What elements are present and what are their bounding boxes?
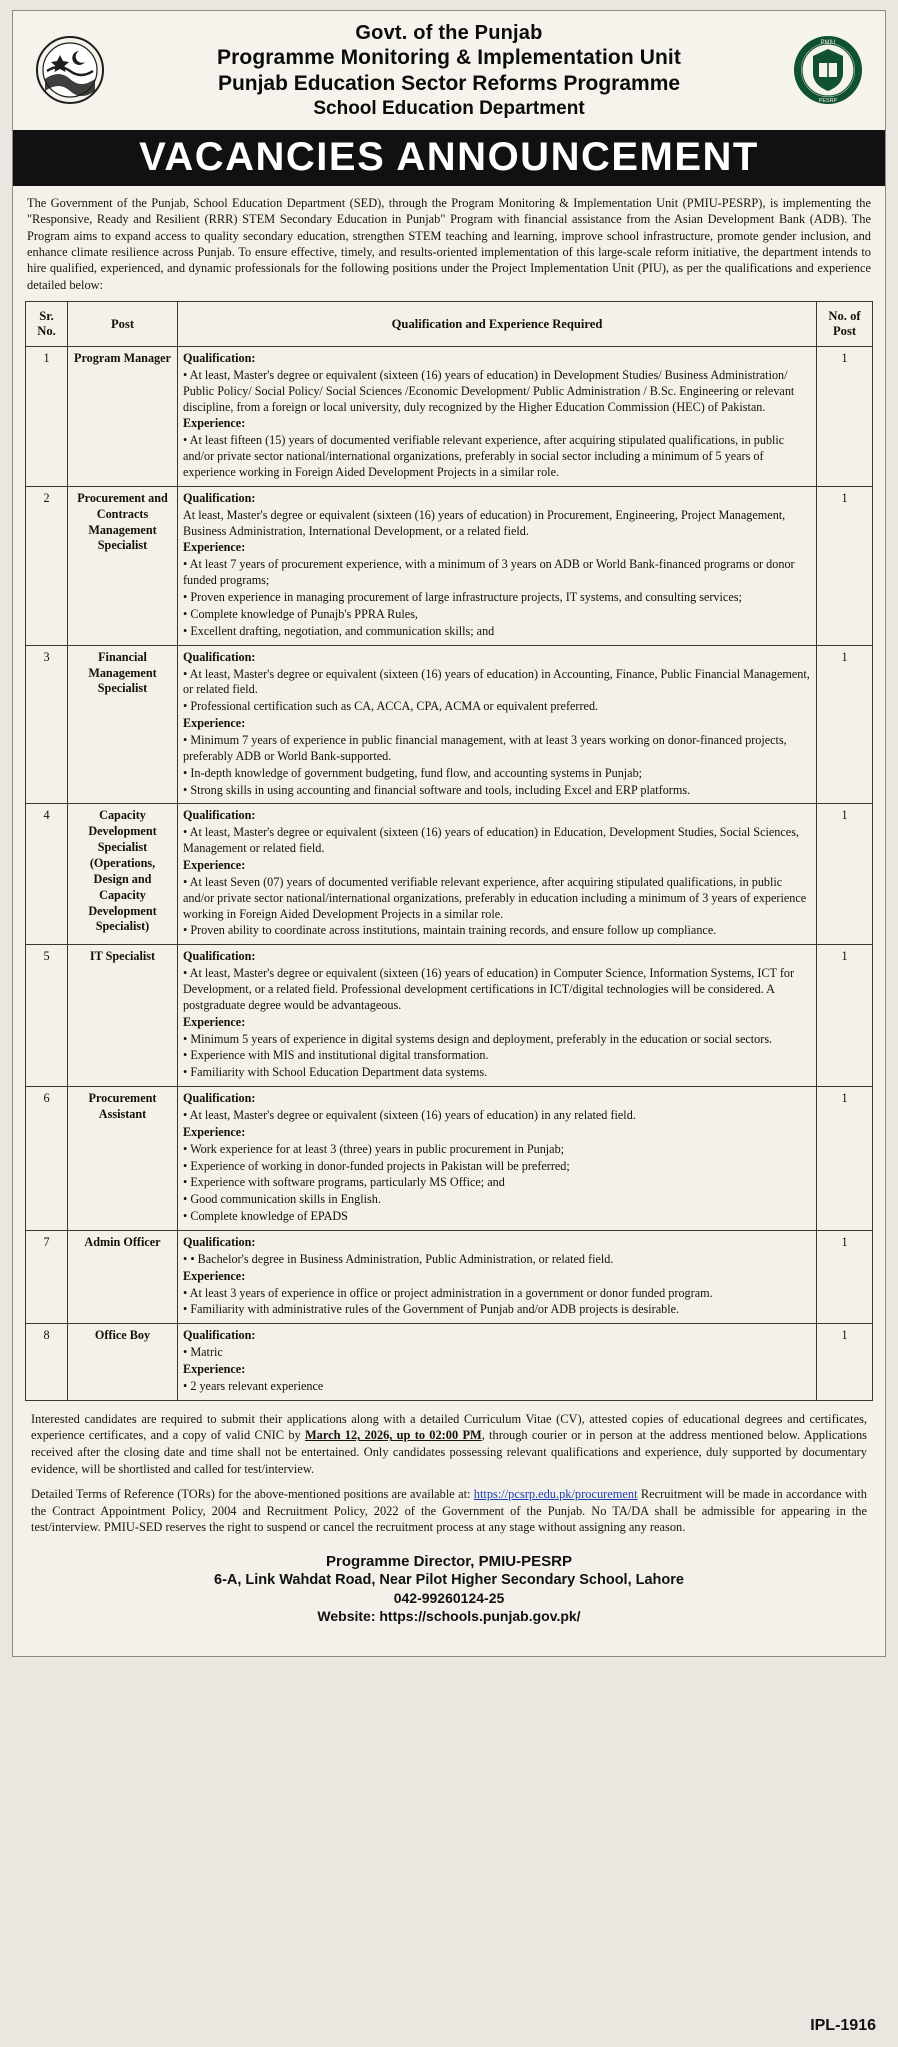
header-line-2: Programme Monitoring & Implementation Unit <box>217 46 681 70</box>
application-notes <box>13 1401 885 1549</box>
qualification-item: • • Bachelor's degree in Business Administration, Public Administration, or related field. <box>183 1251 614 1266</box>
qualification-block-heading: Qualification: <box>183 490 256 505</box>
website-line: Website: https://schools.punjab.gov.pk/ <box>317 1608 581 1624</box>
qualification-item: • Proven ability to coordinate across institutions, maintain training records, and ensure follow up compliance. <box>183 923 717 938</box>
cell-sr-no: 6 <box>26 1087 68 1231</box>
cell-sr-no: 2 <box>26 486 68 645</box>
cell-post-title: Admin Officer <box>68 1231 178 1324</box>
cell-number-of-posts: 1 <box>817 804 873 945</box>
table-row <box>26 347 873 487</box>
table-row <box>26 945 873 1087</box>
tor-link[interactable]: https://pcsrp.edu.pk/procurement <box>473 1487 638 1502</box>
intro-paragraph: The Government of the Punjab, School Education Department (SED), through the Program Monitoring & Implementation Unit (PMIU-PESRP), is implementing the "Responsive, Ready and Resilient (RRR) STEM Secondary Education in Punjab" Program with financial assistance from the Asian Development Bank (ADB). The Program aims to expand access to quality secondary education, strengthen STEM teaching and learning, improve school infrastructure, promote gender inclusion, and enhance climate resilience across Punjab. To ensure effective, timely, and results-oriented implementation of this large-scale reform initiative, the department intends to hire qualified, experienced, and dynamic professionals for the following positions under the Project Implementation Unit (PIU), as per the qualifications and experience detailed below: <box>27 195 871 292</box>
cell-number-of-posts: 1 <box>817 645 873 804</box>
jobs-table <box>25 301 873 1401</box>
cell-qualification-experience <box>178 1087 817 1231</box>
header-line-1: Govt. of the Punjab <box>355 22 543 44</box>
cell-post-title: IT Specialist <box>68 945 178 1087</box>
note1-part-a: Interested candidates are required to submit their applications along with a detailed Curriculum Vitae (CV), attested copies of educational degrees and certificates, experience certificates, and a copy of valid CNIC by <box>31 1411 867 1443</box>
qualification-block-heading: Qualification: <box>183 351 256 366</box>
cell-sr-no: 3 <box>26 645 68 804</box>
cell-sr-no: 1 <box>26 347 68 487</box>
cell-qualification-experience <box>178 347 817 487</box>
note2-part-a: Detailed Terms of Reference (TORs) for the above-mentioned positions are available at: <box>31 1487 474 1502</box>
contact-block <box>13 1549 885 1630</box>
header-titles <box>113 21 785 120</box>
cell-post-title: Financial Management Specialist <box>68 645 178 804</box>
cell-post-title: Office Boy <box>68 1324 178 1400</box>
qualification-block-heading: Qualification: <box>183 808 256 823</box>
cell-qualification-experience <box>178 486 817 645</box>
qualification-item: • At least, Master's degree or equivalent (sixteen (16) years of education) in any related field. <box>183 1107 636 1122</box>
cell-post-title: Procurement and Contracts Management Specialist <box>68 486 178 645</box>
header-line-3: Punjab Education Sector Reforms Programme <box>217 72 681 95</box>
ipl-reference-number: IPL-1916 <box>810 2017 876 2034</box>
note1-part-b: , through courier or in person at the address mentioned below. Applications received after the closing date and time shall not be entertained. Only candidates possessing relevant qualifications and experience, duly supported by documentary evidence, will be shortlisted and called for test/interview. <box>31 1428 867 1476</box>
qualification-item: • Minimum 5 years of experience in digital systems design and deployment, preferably in the education or social sectors. <box>183 1031 773 1046</box>
qualification-item: • Familiarity with administrative rules of the Government of Punjab and/or ADB projects is desirable. <box>183 1302 680 1317</box>
qualification-item: • Professional certification such as CA, ACCA, CPA, ACMA or equivalent preferred. <box>183 699 599 714</box>
qualification-item: • At least 7 years of procurement experience, with a minimum of 3 years on ADB or World Bank-financed programs or donor funded programs; <box>183 557 795 588</box>
qualification-item: At least, Master's degree or equivalent (sixteen (16) years of education) in Procurement, Engineering, Project Management, Business Administration, International Development, or a related field. <box>183 507 786 538</box>
cell-number-of-posts: 1 <box>817 1231 873 1324</box>
advertisement-sheet <box>12 10 886 1657</box>
table-row <box>26 1324 873 1400</box>
table-header-row <box>26 302 873 347</box>
cell-sr-no: 5 <box>26 945 68 1087</box>
column-header-qualification: Qualification and Experience Required <box>178 302 817 347</box>
programme-director-line: Programme Director, PMIU-PESRP <box>326 1553 572 1570</box>
qualification-item: • In-depth knowledge of government budgeting, fund flow, and accounting systems in Punjab; <box>183 765 643 780</box>
document-header <box>13 11 885 128</box>
qualification-item: • Experience with software programs, particularly MS Office; and <box>183 1175 505 1190</box>
cell-qualification-experience <box>178 1231 817 1324</box>
qualification-item: • Excellent drafting, negotiation, and communication skills; and <box>183 623 495 638</box>
qualification-item: • Proven experience in managing procurement of large infrastructure projects, IT systems, and consulting services; <box>183 590 742 605</box>
qualification-item: • At least, Master's degree or equivalent (sixteen (16) years of education) in Education, Development Studies, Social Sciences, Management or related field. <box>183 825 799 856</box>
cell-sr-no: 7 <box>26 1231 68 1324</box>
punjab-government-crest-icon <box>27 33 113 107</box>
table-row <box>26 1231 873 1324</box>
qualification-item: • At least, Master's degree or equivalent (sixteen (16) years of education) in Computer Science, Information Systems, ICT for Development, or a related field. Professional development certifications in ICT/digital technologies will be considered. A postgraduate degree would be advantageous. <box>183 966 795 1012</box>
qualification-item: • At least fifteen (15) years of documented verifiable relevant experience, after acquiring stipulated qualifications, in public and/or private sector national/international organizations, preferably in social sector including a minimum of 5 years of experience working in Foreign Aided Development Projects in a similar role. <box>183 433 785 480</box>
qualification-block-heading: Experience: <box>183 540 246 555</box>
cell-qualification-experience <box>178 945 817 1087</box>
qualification-item: • At least, Master's degree or equivalent (sixteen (16) years of education) in Development Studies/ Business Administration/ Public Policy/ Social Policy/ Social Sciences /Economic Development/ Public Administration / B.Sc. Engineering or relevant discipline, from a foreign or local university, duly recognized by the Higher Education Commission (HEC) of Pakistan. <box>183 367 795 414</box>
cell-number-of-posts: 1 <box>817 347 873 487</box>
qualification-block-heading: Qualification: <box>183 1235 256 1249</box>
qualification-item: • At least, Master's degree or equivalent (sixteen (16) years of education) in Accounting, Finance, Public Financial Management, or related field. <box>183 666 810 697</box>
qualification-item: • Matric <box>183 1345 223 1360</box>
cell-number-of-posts: 1 <box>817 1324 873 1400</box>
qualification-block-heading: Qualification: <box>183 949 256 964</box>
pmiu-pesrp-logo-icon <box>785 33 871 107</box>
qualification-block-heading: Experience: <box>183 1014 246 1029</box>
qualification-block-heading: Qualification: <box>183 649 256 664</box>
office-address: 6-A, Link Wahdat Road, Near Pilot Higher Secondary School, Lahore <box>214 1572 684 1588</box>
qualification-block-heading: Experience: <box>183 416 246 431</box>
note-paragraph-2 <box>31 1486 867 1536</box>
qualification-item: • Work experience for at least 3 (three) years in public procurement in Punjab; <box>183 1141 565 1156</box>
column-header-no-of-post: No. of Post <box>817 302 873 347</box>
note2-part-b: Recruitment will be made in accordance with the Contract Appointment Policy, 2004 and Recruitment Policy, 2022 of the Government of the Punjab. No TA/DA shall be admissible for appearing in the test/interview. PMIU-SED reserves the right to suspend or cancel the recruitment process at any stage without assigning any reason. <box>31 1487 867 1535</box>
qualification-item: • At least 3 years of experience in office or project administration in a government or donor funded program. <box>183 1285 713 1300</box>
qualification-block-heading: Experience: <box>183 716 246 731</box>
cell-post-title: Procurement Assistant <box>68 1087 178 1231</box>
cell-sr-no: 4 <box>26 804 68 945</box>
cell-qualification-experience <box>178 804 817 945</box>
column-header-sr: Sr. No. <box>26 302 68 347</box>
qualification-block-heading: Qualification: <box>183 1328 256 1343</box>
qualification-item: • Complete knowledge of Punajb's PPRA Rules, <box>183 606 418 621</box>
cell-number-of-posts: 1 <box>817 945 873 1087</box>
qualification-item: • Good communication skills in English. <box>183 1192 381 1207</box>
table-row <box>26 645 873 804</box>
qualification-item: • Experience with MIS and institutional digital transformation. <box>183 1048 489 1063</box>
table-row <box>26 486 873 645</box>
table-row <box>26 804 873 945</box>
header-line-4: School Education Department <box>313 97 585 119</box>
qualification-block-heading: Experience: <box>183 1124 246 1139</box>
cell-qualification-experience <box>178 1324 817 1400</box>
cell-post-title: Program Manager <box>68 347 178 487</box>
qualification-item: • Minimum 7 years of experience in public financial management, with at least 3 years working on donor-financed projects, preferably ADB or World Bank-supported. <box>183 732 787 763</box>
cell-number-of-posts: 1 <box>817 486 873 645</box>
column-header-post: Post <box>68 302 178 347</box>
qualification-block-heading: Experience: <box>183 857 246 872</box>
qualification-block-heading: Experience: <box>183 1268 246 1283</box>
application-deadline: March 12, 2026, up to 02:00 PM <box>304 1428 482 1443</box>
jobs-table-wrapper <box>13 301 885 1401</box>
qualification-item: • Strong skills in using accounting and financial software and tools, including Excel and ERP platforms. <box>183 782 691 797</box>
qualification-item: • Familiarity with School Education Department data systems. <box>183 1065 488 1080</box>
cell-post-title: Capacity Development Specialist (Operations, Design and Capacity Development Specialist) <box>68 804 178 945</box>
note-paragraph-1 <box>31 1411 867 1477</box>
qualification-item: • 2 years relevant experience <box>183 1378 324 1393</box>
cell-qualification-experience <box>178 645 817 804</box>
banner-title: VACANCIES ANNOUNCEMENT <box>139 134 759 179</box>
cell-sr-no: 8 <box>26 1324 68 1400</box>
svg-text:PESRP: PESRP <box>818 98 838 105</box>
qualification-block-heading: Experience: <box>183 1362 246 1377</box>
phone-number: 042-99260124-25 <box>393 1590 505 1606</box>
svg-text:PMIU: PMIU <box>820 40 836 47</box>
qualification-item: • Complete knowledge of EPADS <box>183 1209 348 1224</box>
table-row <box>26 1087 873 1231</box>
cell-number-of-posts: 1 <box>817 1087 873 1231</box>
qualification-item: • At least Seven (07) years of documented verifiable relevant experience, after acquiring stipulated qualifications, in public and/or private sector national/international organizations, preferably in education including a minimum of 3 years of experience working in Foreign Aided Development Projects in a similar role. <box>183 874 807 921</box>
qualification-block-heading: Qualification: <box>183 1091 256 1106</box>
vacancies-banner <box>13 130 885 186</box>
qualification-item: • Experience of working in donor-funded projects in Pakistan will be preferred; <box>183 1158 570 1173</box>
jobs-table-body <box>26 347 873 1401</box>
